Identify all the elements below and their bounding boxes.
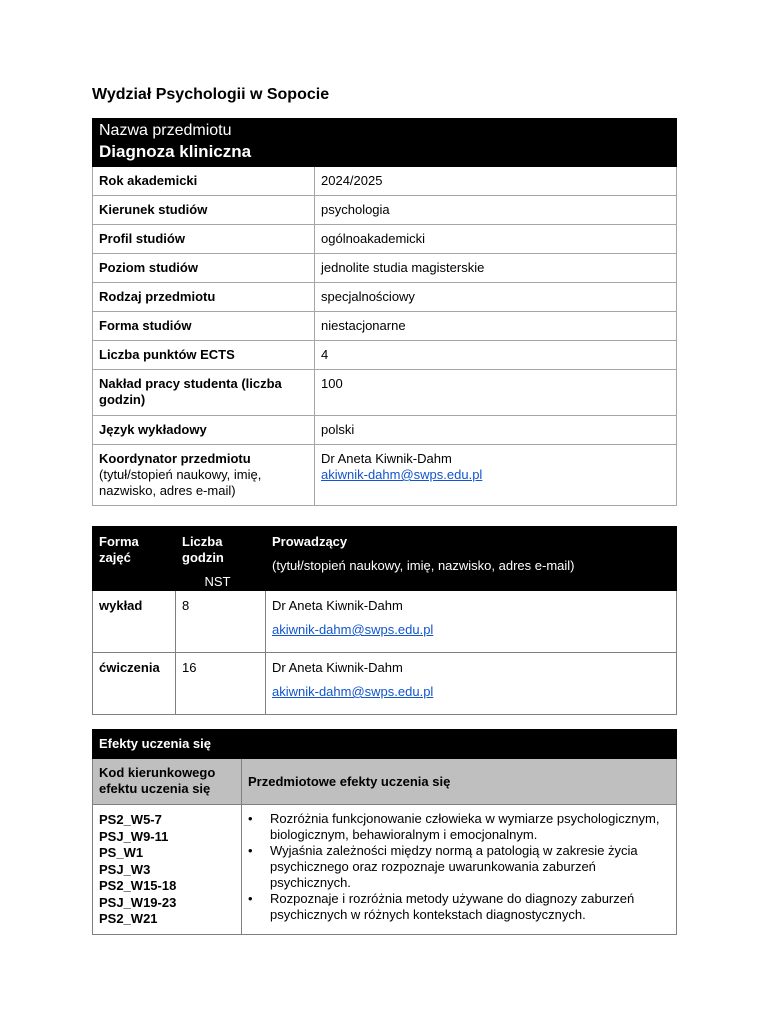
info-value: ogólnoakademicki xyxy=(315,225,677,254)
info-label: Nakład pracy studenta (liczba godzin) xyxy=(93,370,315,416)
classes-header-hours-label: Liczba godzin xyxy=(182,534,224,565)
bullet-icon: • xyxy=(248,891,253,906)
class-teacher-cell xyxy=(266,653,677,715)
outcome-code: PSJ_W3 xyxy=(99,861,151,877)
outcome-effect-text: Rozpoznaje i rozróżnia metody używane do diagnozy zaburzeń psychicznych w różnych kontekstach diagnostycznych. xyxy=(270,891,635,922)
class-hours: 16 xyxy=(176,653,266,715)
info-row xyxy=(93,370,677,416)
outcomes-title-row xyxy=(93,730,677,759)
outcome-effect-text: Wyjaśnia zależności między normą a patologią w zakresie życia psychicznego oraz rozpoznaje uwarunkowania zaburzeń psychicznych. xyxy=(270,843,638,890)
coordinator-email-link[interactable]: akiwnik-dahm@swps.edu.pl xyxy=(321,467,483,482)
info-row xyxy=(93,254,677,283)
class-teacher-email-link[interactable]: akiwnik-dahm@swps.edu.pl xyxy=(272,684,434,699)
outcome-code: PS2_W5-7 xyxy=(99,812,162,827)
outcome-code: PS2_W21 xyxy=(99,911,158,926)
info-label: Rok akademicki xyxy=(93,167,315,196)
outcomes-title: Efekty uczenia się xyxy=(93,730,677,759)
info-value: jednolite studia magisterskie xyxy=(315,254,677,283)
info-value: niestacjonarne xyxy=(315,312,677,341)
info-value: 4 xyxy=(315,341,677,370)
classes-header-form-label: Forma zajęć xyxy=(99,534,139,565)
outcome-effects-cell xyxy=(242,805,677,935)
coordinator-name: Dr Aneta Kiwnik-Dahm xyxy=(321,451,452,466)
outcome-effect-item xyxy=(246,811,664,843)
learning-outcomes-table xyxy=(92,729,677,935)
info-label: Forma studiów xyxy=(93,312,315,341)
coordinator-label: Koordynator przedmiotu xyxy=(99,451,251,466)
info-value: polski xyxy=(315,416,677,445)
info-row xyxy=(93,341,677,370)
info-label: Rodzaj przedmiotu xyxy=(93,283,315,312)
info-row xyxy=(93,312,677,341)
info-label: Profil studiów xyxy=(93,225,315,254)
coordinator-label-cell xyxy=(93,445,315,506)
course-name-value: Diagnoza kliniczna xyxy=(93,141,677,167)
course-name-label: Nazwa przedmiotu xyxy=(93,119,677,141)
class-teacher-name: Dr Aneta Kiwnik-Dahm xyxy=(272,660,403,675)
outcome-effects-list xyxy=(246,811,664,923)
classes-header-hours xyxy=(176,527,266,591)
info-row xyxy=(93,167,677,196)
info-value: specjalnościowy xyxy=(315,283,677,312)
bullet-icon: • xyxy=(248,811,253,826)
classes-header-form xyxy=(93,527,176,591)
outcome-effect-item xyxy=(246,891,664,923)
outcome-effect-text: Rozróżnia funkcjonowanie człowieka w wymiarze psychologicznym, biologicznym, behawioralnym i emocjonalnym. xyxy=(270,811,660,842)
course-name-value-row xyxy=(93,141,677,167)
coordinator-label-note: (tytuł/stopień naukowy, imię, nazwisko, adres e-mail) xyxy=(99,467,262,498)
classes-row xyxy=(93,653,677,715)
bullet-icon: • xyxy=(248,843,253,858)
outcome-codes-cell xyxy=(93,805,242,935)
class-teacher-name: Dr Aneta Kiwnik-Dahm xyxy=(272,598,403,613)
info-row xyxy=(93,416,677,445)
classes-header-teacher xyxy=(266,527,677,591)
class-teacher-email-link[interactable]: akiwnik-dahm@swps.edu.pl xyxy=(272,622,434,637)
classes-header-teacher-sub: (tytuł/stopień naukowy, imię, nazwisko, adres e-mail) xyxy=(272,558,575,573)
info-label: Język wykładowy xyxy=(93,416,315,445)
outcome-effect-item xyxy=(246,843,664,891)
classes-row xyxy=(93,591,677,653)
outcome-code: PSJ_W19-23 xyxy=(99,894,177,910)
coordinator-row xyxy=(93,445,677,506)
outcomes-body-row xyxy=(93,805,677,935)
coordinator-value-cell xyxy=(315,445,677,506)
info-value: 100 xyxy=(315,370,677,416)
outcomes-header-effects: Przedmiotowe efekty uczenia się xyxy=(242,759,677,805)
classes-header-row xyxy=(93,527,677,591)
outcome-code: PSJ_W9-11 xyxy=(99,828,169,844)
classes-header-hours-sub: NST xyxy=(204,574,231,589)
class-hours: 8 xyxy=(176,591,266,653)
info-row xyxy=(93,196,677,225)
info-row xyxy=(93,225,677,254)
course-name-label-row xyxy=(93,119,677,141)
outcome-code: PS2_W15-18 xyxy=(99,878,177,893)
info-label: Kierunek studiów xyxy=(93,196,315,225)
class-form: ćwiczenia xyxy=(93,653,176,715)
info-row xyxy=(93,283,677,312)
info-label: Liczba punktów ECTS xyxy=(93,341,315,370)
page-title: Wydział Psychologii w Sopocie xyxy=(92,86,330,103)
class-form: wykład xyxy=(93,591,176,653)
outcomes-header-code: Kod kierunkowego efektu uczenia się xyxy=(93,759,242,805)
info-value: psychologia xyxy=(315,196,677,225)
classes-header-teacher-label: Prowadzący xyxy=(272,534,348,549)
classes-table xyxy=(92,526,677,715)
info-label: Poziom studiów xyxy=(93,254,315,283)
course-info-table xyxy=(92,118,677,506)
class-teacher-cell xyxy=(266,591,677,653)
outcomes-header-row xyxy=(93,759,677,805)
info-value: 2024/2025 xyxy=(315,167,677,196)
outcome-code: PS_W1 xyxy=(99,845,144,860)
